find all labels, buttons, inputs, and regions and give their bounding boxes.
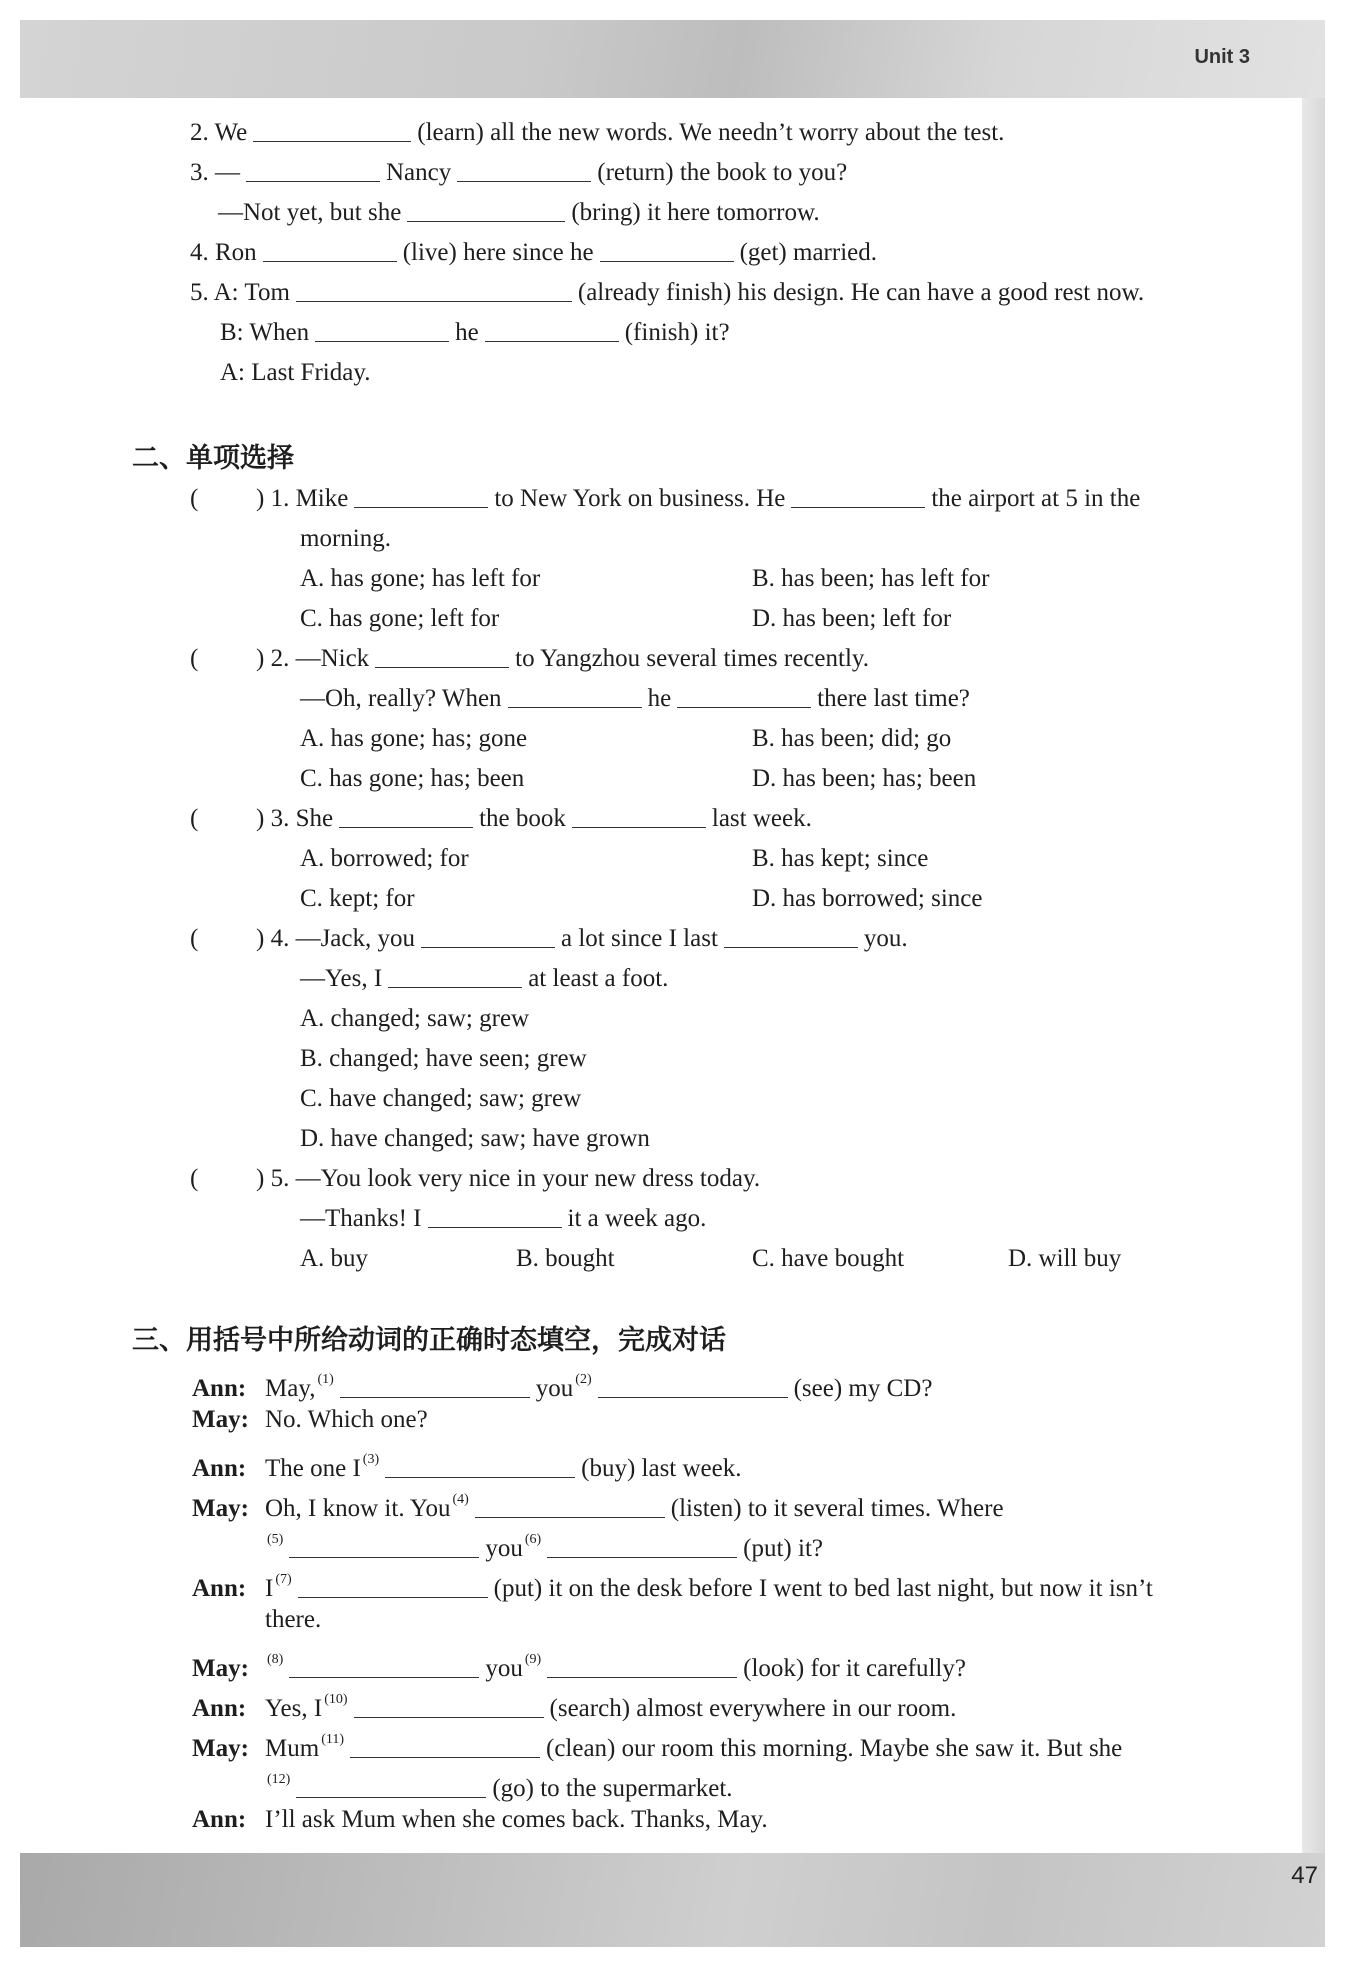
p2-q2-reply: —Oh, really? When he there last time? <box>300 685 970 712</box>
p1-q2: 2. We (learn) all the new words. We needn’t worry about the test. <box>190 119 1005 146</box>
p2-q1-cont: morning. <box>300 525 391 552</box>
option-a: A. buy <box>300 1245 369 1272</box>
option-c: C. have changed; saw; grew <box>300 1085 582 1112</box>
dialog-line-12: Ann: I’ll ask Mum when she comes back. Thanks, May. <box>192 1806 768 1833</box>
answer-blank <box>354 485 488 508</box>
answer-blank <box>339 805 473 828</box>
option-b: B. has been; has left for <box>752 565 990 592</box>
dialog-line-8: May: $^{(8)}$ you $^{(9)}$ (look) for it carefully? <box>192 1652 966 1682</box>
option-a: A. has gone; has; gone <box>300 725 528 752</box>
p2-q4-reply: —Yes, I at least a foot. <box>300 965 669 992</box>
footer-band <box>20 1853 1325 1947</box>
p2-q4: ) 4. —Jack, you a lot since I last you. <box>256 925 908 952</box>
answer-blank[interactable] <box>298 1575 488 1598</box>
answer-blank[interactable] <box>289 1535 479 1558</box>
side-band <box>1302 98 1325 1853</box>
answer-blank[interactable] <box>253 119 411 142</box>
dialog-line-3: Ann: The one I $^{(3)}$ (buy) last week. <box>192 1452 742 1482</box>
answer-blank[interactable] <box>289 1655 479 1678</box>
p2-q2: ) 2. —Nick to Yangzhou several times recently. <box>256 645 870 672</box>
p1-q5-c: A: Last Friday. <box>220 359 371 386</box>
answer-blank[interactable] <box>547 1535 737 1558</box>
header-band <box>20 20 1325 98</box>
answer-blank <box>791 485 925 508</box>
dialog-line-10: May: Mum $^{(11)}$ (clean) our room this morning. Maybe she saw it. But she <box>192 1732 1123 1762</box>
answer-blank[interactable] <box>385 1455 575 1478</box>
option-b: B. has been; did; go <box>752 725 952 752</box>
answer-blank <box>375 645 509 668</box>
answer-blank[interactable] <box>407 199 565 222</box>
p1-q3-reply: —Not yet, but she (bring) it here tomorrow. <box>218 199 820 226</box>
p2-q3: ) 3. She the book last week. <box>256 805 812 832</box>
p2-q1: ) 1. Mike to New York on business. He the airport at 5 in the <box>256 485 1141 512</box>
answer-paren[interactable]: ( <box>190 485 199 512</box>
p2-q5-reply: —Thanks! I it a week ago. <box>300 1205 707 1232</box>
option-b: B. bought <box>516 1245 615 1272</box>
option-c: C. kept; for <box>300 885 415 912</box>
dialog-line-5: $^{(5)}$ you $^{(6)}$ (put) it? <box>267 1532 823 1562</box>
answer-blank[interactable] <box>296 1775 486 1798</box>
dialog-line-4: May: Oh, I know it. You $^{(4)}$ (listen) to it several times. Where <box>192 1492 1004 1522</box>
p1-q4: 4. Ron (live) here since he (get) married. <box>190 239 877 266</box>
answer-blank[interactable] <box>350 1735 540 1758</box>
answer-blank <box>724 925 858 948</box>
answer-paren[interactable]: ( <box>190 925 199 952</box>
p1-q5-b: B: When he (finish) it? <box>220 319 730 346</box>
option-d: D. has been; left for <box>752 605 952 632</box>
dialog-line-6: Ann: I $^{(7)}$ (put) it on the desk before I went to bed last night, but now it isn’t <box>192 1572 1153 1602</box>
answer-blank[interactable] <box>598 1375 788 1398</box>
answer-blank <box>572 805 706 828</box>
answer-blank <box>421 925 555 948</box>
dialog-line-1: Ann: May, $^{(1)}$ you $^{(2)}$ (see) my CD? <box>192 1372 933 1402</box>
p2-q5: ) 5. —You look very nice in your new dress today. <box>256 1165 761 1192</box>
answer-paren[interactable]: ( <box>190 805 199 832</box>
option-a: A. changed; saw; grew <box>300 1005 530 1032</box>
dialog-line-9: Ann: Yes, I $^{(10)}$ (search) almost everywhere in our room. <box>192 1692 957 1722</box>
answer-blank[interactable] <box>315 319 449 342</box>
answer-blank[interactable] <box>263 239 397 262</box>
option-c: C. has gone; has; been <box>300 765 525 792</box>
dialog-line-7: there. <box>265 1606 322 1633</box>
p1-q5: 5. A: Tom (already finish) his design. He can have a good rest now. <box>190 279 1145 306</box>
answer-blank <box>388 965 522 988</box>
section-heading-3: 三、用括号中所给动词的正确时态填空，完成对话 <box>132 1325 726 1356</box>
answer-blank[interactable] <box>485 319 619 342</box>
answer-paren[interactable]: ( <box>190 645 199 672</box>
option-d: D. has borrowed; since <box>752 885 983 912</box>
dialog-line-11: $^{(12)}$ (go) to the supermarket. <box>267 1772 733 1802</box>
dialog-line-2: May: No. Which one? <box>192 1406 428 1433</box>
option-d: D. will buy <box>1008 1245 1122 1272</box>
option-a: A. has gone; has left for <box>300 565 541 592</box>
answer-blank[interactable] <box>457 159 591 182</box>
option-d: D. has been; has; been <box>752 765 977 792</box>
answer-blank <box>508 685 642 708</box>
answer-blank[interactable] <box>246 159 380 182</box>
option-c: C. have bought <box>752 1245 905 1272</box>
option-c: C. has gone; left for <box>300 605 500 632</box>
answer-paren[interactable]: ( <box>190 1165 199 1192</box>
answer-blank <box>677 685 811 708</box>
section-heading-2: 二、单项选择 <box>132 443 294 474</box>
page-number: 47 <box>1291 1862 1318 1889</box>
answer-blank[interactable] <box>354 1695 544 1718</box>
unit-label: Unit 3 <box>1194 46 1250 68</box>
option-b: B. has kept; since <box>752 845 929 872</box>
p1-q3: 3. — Nancy (return) the book to you? <box>190 159 848 186</box>
answer-blank[interactable] <box>475 1495 665 1518</box>
answer-blank <box>428 1205 562 1228</box>
answer-blank[interactable] <box>296 279 572 302</box>
option-a: A. borrowed; for <box>300 845 469 872</box>
answer-blank[interactable] <box>600 239 734 262</box>
option-b: B. changed; have seen; grew <box>300 1045 587 1072</box>
answer-blank[interactable] <box>547 1655 737 1678</box>
option-d: D. have changed; saw; have grown <box>300 1125 650 1152</box>
answer-blank[interactable] <box>340 1375 530 1398</box>
